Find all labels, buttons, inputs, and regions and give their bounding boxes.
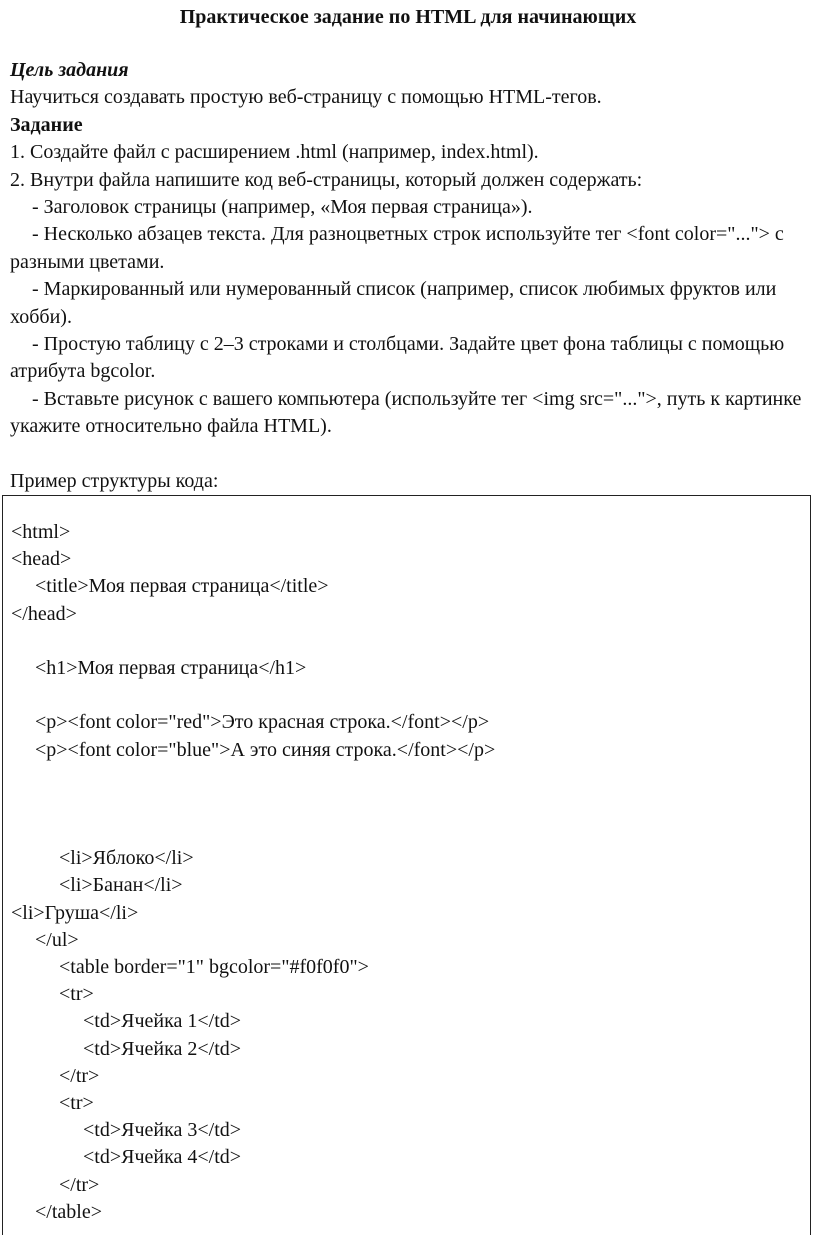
code-line: </tr> <box>59 1064 100 1087</box>
goal-heading: Цель задания <box>10 59 129 81</box>
code-line: <title>Моя первая страница</title> <box>35 575 329 598</box>
code-line: <li>Банан</li> <box>59 874 183 897</box>
code-line: <li>Груша</li> <box>11 901 139 924</box>
code-line <box>11 791 495 818</box>
code-example <box>11 519 495 1226</box>
code-line <box>11 764 495 791</box>
code-line <box>11 628 495 655</box>
example-label: Пример структуры кода: <box>10 470 219 493</box>
code-example-box <box>2 495 811 1235</box>
task-step-1: 1. Создайте файл с расширением .html (например, index.html). <box>10 141 539 164</box>
task-description <box>10 57 810 495</box>
code-line: <head> <box>11 548 72 571</box>
goal-text: Научиться создавать простую веб-страницу с помощью HTML-тегов. <box>10 86 602 109</box>
page-title: Практическое задание по HTML для начинающих <box>179 6 637 28</box>
blank-line <box>10 441 810 468</box>
task-item-image: - Вставьте рисунок с вашего компьютера (используйте тег <img src="...">, путь к картинке укажите относительно файла HTML). <box>10 387 802 438</box>
task-item-paragraphs: - Несколько абзацев текста. Для разноцветных строк используйте тег <font color="..."> с разными цветами. <box>10 223 784 273</box>
code-line: <td>Ячейка 4</td> <box>83 1146 242 1169</box>
code-line: <p><font color="red">Это красная строка.</font></p> <box>35 711 490 734</box>
code-line: <table border="1" bgcolor="#f0f0f0"> <box>59 956 369 978</box>
code-line: <td>Ячейка 3</td> <box>83 1119 242 1142</box>
task-item-list: - Маркированный или нумерованный список (например, список любимых фруктов или хобби). <box>10 278 777 328</box>
task-item-heading: - Заголовок страницы (например, «Моя первая страница»). <box>32 196 533 219</box>
code-line: <html> <box>11 521 71 543</box>
code-line: </tr> <box>59 1173 100 1196</box>
code-line: <td>Ячейка 1</td> <box>83 1010 242 1033</box>
task-heading: Задание <box>10 113 83 136</box>
code-line <box>11 682 495 709</box>
code-line: <tr> <box>59 983 94 1006</box>
code-line: </table> <box>35 1200 102 1223</box>
code-line: <li>Яблоко</li> <box>59 847 194 870</box>
code-line <box>11 818 495 845</box>
code-line: </ul> <box>35 928 79 951</box>
code-line: </head> <box>11 602 77 625</box>
code-line: <p><font color="blue">А это синяя строка.</font></p> <box>35 738 496 761</box>
code-line: <h1>Моя первая страница</h1> <box>35 656 307 679</box>
task-item-table: - Простую таблицу с 2–3 строками и столбцами. Задайте цвет фона таблицы с помощью атрибута bgcolor. <box>10 333 785 383</box>
task-step-2: 2. Внутри файла напишите код веб-страницы, который должен содержать: <box>10 168 643 191</box>
code-line: <tr> <box>59 1091 94 1114</box>
code-line: <td>Ячейка 2</td> <box>83 1037 242 1060</box>
